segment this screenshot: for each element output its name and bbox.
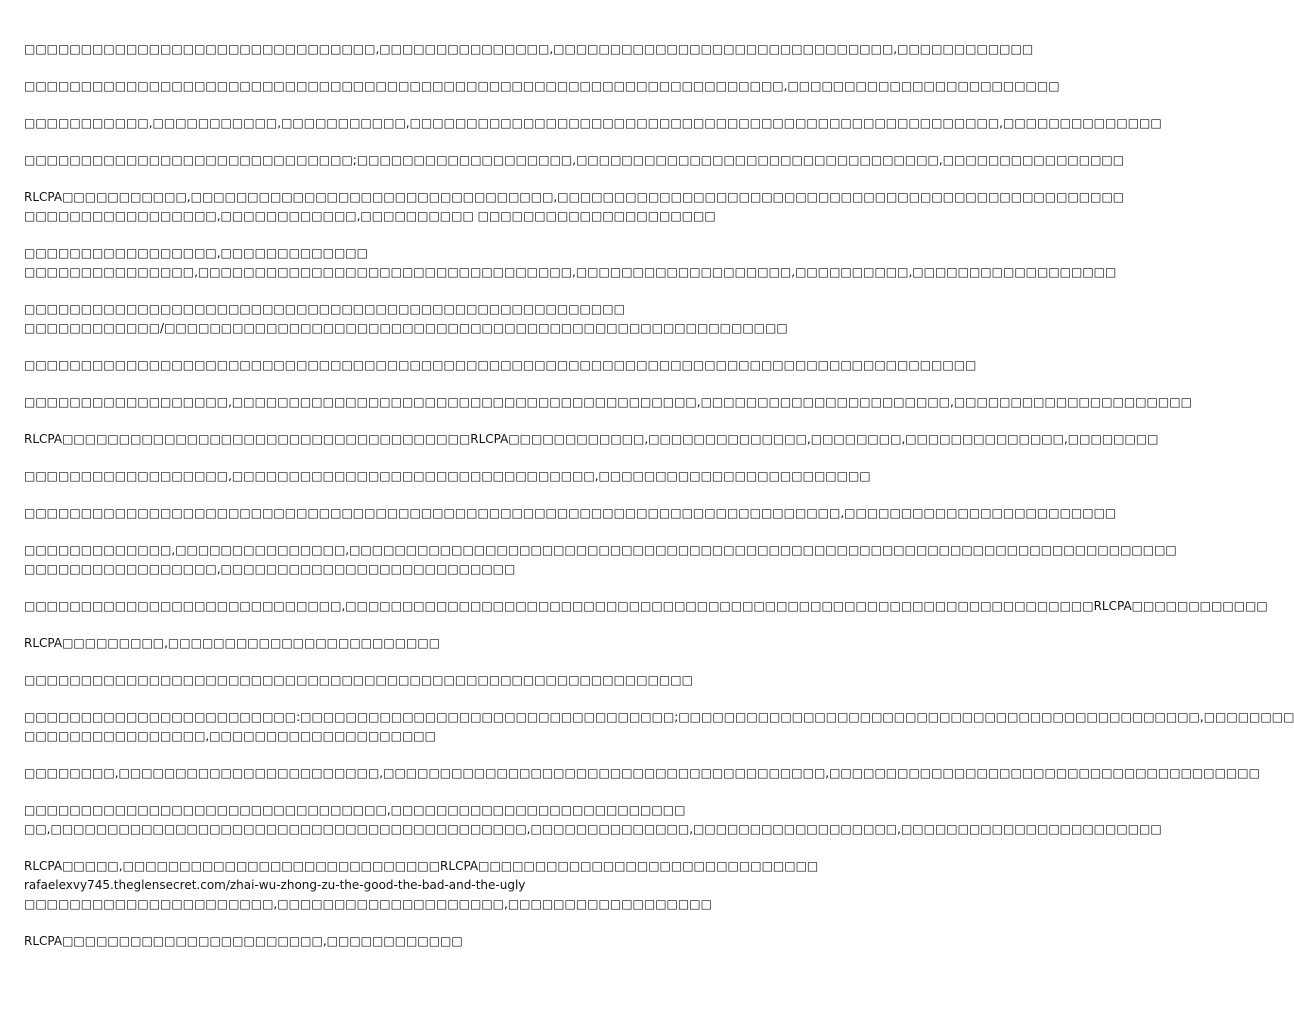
paragraph [24, 597, 1268, 616]
text-line: RLCPA□□□□□□□□□□□,□□□□□□□□□□□□□□□□□□□□□□□□□□□□□□□□,□□□□□□□□□□□□□□□□□□□□□□□□□□□□□□□□□□□□□□□□□□□□□□□□□□ [24, 190, 1125, 204]
text-line: RLCPA□□□□□□□□□,□□□□□□□□□□□□□□□□□□□□□□□□ [24, 636, 441, 650]
paragraph [24, 430, 1159, 449]
text-line: □□□□□□□□□□□□□□□□□,□□□□□□□□□□□□□ [24, 246, 368, 260]
text-line: RLCPA□□□□□,□□□□□□□□□□□□□□□□□□□□□□□□□□□□RLCPA□□□□□□□□□□□□□□□□□□□□□□□□□□□□□□ [24, 859, 819, 873]
paragraph [24, 244, 1117, 282]
text-line: □□□□□□□□□□□,□□□□□□□□□□□,□□□□□□□□□□□,□□□□□□□□□□□□□□□□□□□□□□□□□□□□□□□□□□□□□□□□□□□□□□□□□□□□,□□□□□□□□□□□□□□ [24, 116, 1162, 130]
text-line: □□□□□□□□□□□□□□□□□□□□□□□□□□□□□□□□□□□□□□□□□□□□□□□□□□□□□□□□□□□ [24, 673, 693, 687]
paragraph [24, 40, 1034, 59]
paragraph [24, 708, 1294, 746]
paragraph [24, 77, 1060, 96]
text-line: □□□□□□□□□□□□□□□□□,□□□□□□□□□□□□,□□□□□□□□□□ □□□□□□□□□□□□□□□□□□□□□ [24, 209, 716, 223]
text-line: □□□□□□□□□□□□□□□□□□□□□□□□:□□□□□□□□□□□□□□□□□□□□□□□□□□□□□□□□□;□□□□□□□□□□□□□□□□□□□□□□□□□□□□□□□□□□□□□□□□□□□□□□,□□□□□□□□ [24, 710, 1294, 724]
text-line: RLCPA□□□□□□□□□□□□□□□□□□□□□□□□□□□□□□□□□□□□RLCPA□□□□□□□□□□□□,□□□□□□□□□□□□□□,□□□□□□□□,□□□□□□□□□□□□□□,□□□□□□□□ [24, 432, 1159, 446]
text-line: □□□□□□□□□□□□□□□,□□□□□□□□□□□□□□□□□□□□□□□□□□□□□□□□□,□□□□□□□□□□□□□□□□□□□,□□□□□□□□□□,□□□□□□□□□□□□□□□□□□ [24, 265, 1117, 279]
paragraph [24, 151, 1125, 170]
text-line: □□□□□□□□□□□□□□□□□□□□□□□□□□□□□;□□□□□□□□□□□□□□□□□□□,□□□□□□□□□□□□□□□□□□□□□□□□□□□□□□□□,□□□□□□□□□□□□□□□□ [24, 153, 1125, 167]
paragraph [24, 671, 720, 690]
paragraph [24, 114, 1162, 133]
text-line: □□□□□□□□□□□□/□□□□□□□□□□□□□□□□□□□□□□□□□□□□□□□□□□□□□□□□□□□□□□□□□□□□□□□ [24, 321, 788, 335]
paragraph [24, 541, 1177, 579]
paragraph [24, 504, 1117, 523]
url-text: rafaelexvy745.theglensecret.com/zhai-wu-zhong-zu-the-good-the-bad-and-the-ugly [24, 878, 526, 892]
document-body [24, 40, 1294, 969]
text-line: □□□□□□□□□□□□□□□□□□□□□□,□□□□□□□□□□□□□□□□□□□□,□□□□□□□□□□□□□□□□□□ [24, 897, 712, 911]
text-line: □□□□□□□□□□□□□□□□□□,□□□□□□□□□□□□□□□□□□□□□□□□□□□□□□□□,□□□□□□□□□□□□□□□□□□□□□□□□ [24, 469, 871, 483]
text-line: □□□□□□□□□□□□□,□□□□□□□□□□□□□□□,□□□□□□□□□□□□□□□□□□□□□□□□□□□□□□□□□□□□□□□□□□□□□□□□□□□□□□□□□□□□□□□□□□□□□□□□□ [24, 543, 1177, 557]
paragraph [24, 188, 1125, 226]
text-line: □□□□□□□□□□□□□□□□□□□□□□□□□□□□□□□□□□□□□□□□□□□□□□□□□□□□□□□□□□□□□□□□□□□,□□□□□□□□□□□□□□□□□□□□□□□□ [24, 79, 1060, 93]
paragraph [24, 356, 977, 375]
text-line: □□□□□□□□□□□□□□□□□□□□□□□□□□□□□□□□,□□□□□□□□□□□□□□□□□□□□□□□□□□ [24, 803, 686, 817]
paragraph [24, 932, 720, 951]
paragraph [24, 300, 788, 338]
paragraph [24, 393, 1192, 412]
text-line: □□□□□□□□□□□□□□□□□□□□□□□□□□□□,□□□□□□□□□□□□□□□□□□□□□□□□□□□□□□□□□□□□□□□□□□□□□□□□□□□□□□□□□□□□□□□□□□RLCPA□□□□□□□□□□□□ [24, 599, 1268, 613]
paragraph [24, 764, 1260, 783]
paragraph [24, 801, 1162, 839]
paragraph [24, 467, 871, 486]
text-line: □□□□□□□□,□□□□□□□□□□□□□□□□□□□□□□□,□□□□□□□□□□□□□□□□□□□□□□□□□□□□□□□□□□□□□□□,□□□□□□□□□□□□□□□□□□□□□□□□□□□□□□□□□□□□□□ [24, 766, 1260, 780]
text-line: □□,□□□□□□□□□□□□□□□□□□□□□□□□□□□□□□□□□□□□□□□□□□,□□□□□□□□□□□□□□,□□□□□□□□□□□□□□□□□□,□□□□□□□□□□□□□□□□□□□□□□□ [24, 822, 1162, 836]
text-line: □□□□□□□□□□□□□□□□□□,□□□□□□□□□□□□□□□□□□□□□□□□□□□□□□□□□□□□□□□□□,□□□□□□□□□□□□□□□□□□□□□□,□□□□□□□□□□□□□□□□□□□□□ [24, 395, 1192, 409]
text-line: □□□□□□□□□□□□□□□□□□□□□□□□□□□□□□□□□□□□□□□□□□□□□□□□□□□□□□□□□□□□□□□□□□□□□□□□□□□□□□□□□□□□ [24, 358, 977, 372]
paragraph [24, 857, 819, 914]
text-line: □□□□□□□□□□□□□□□□□,□□□□□□□□□□□□□□□□□□□□□□□□□□ [24, 562, 516, 576]
text-line: □□□□□□□□□□□□□□□□□□□□□□□□□□□□□□□□□□□□□□□□□□□□□□□□□□□□□ [24, 302, 625, 316]
text-line: □□□□□□□□□□□□□□□□□□□□□□□□□□□□□□□□□□□□□□□□□□□□□□□□□□□□□□□□□□□□□□□□□□□□□□□□,□□□□□□□□□□□□□□□□□□□□□□□□ [24, 506, 1117, 520]
paragraph [24, 634, 720, 653]
text-line: □□□□□□□□□□□□□□□□,□□□□□□□□□□□□□□□□□□□□ [24, 729, 436, 743]
text-line: □□□□□□□□□□□□□□□□□□□□□□□□□□□□□□□,□□□□□□□□□□□□□□□,□□□□□□□□□□□□□□□□□□□□□□□□□□□□□□,□□□□□□□□□□□□ [24, 42, 1034, 56]
text-line: RLCPA□□□□□□□□□□□□□□□□□□□□□□□,□□□□□□□□□□□□ [24, 934, 463, 948]
